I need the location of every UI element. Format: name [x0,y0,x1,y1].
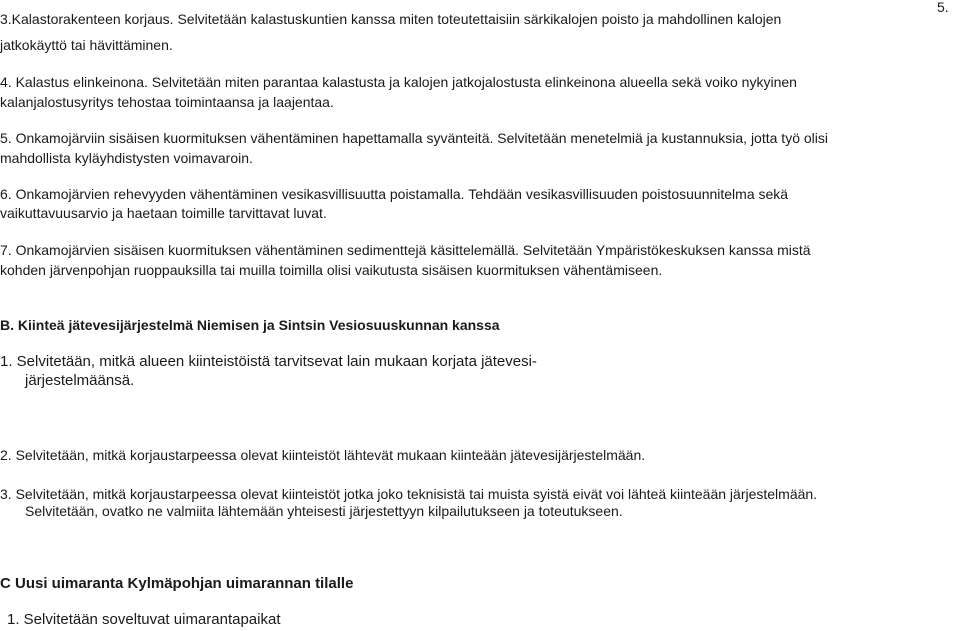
section-c-item-1: 1. Selvitetään soveltuvat uimarantapaikat [7,611,281,628]
item-3-line-1: 3.Kalastorakenteen korjaus. Selvitetään kalastuskuntien kanssa miten toteutettaisiin särkikalojen poisto ja mahdollinen kalojen [0,11,782,27]
item-3-line-2: jatkokäyttö tai hävittäminen. [0,37,173,53]
item-5-line-2: mahdollista kyläyhdistysten voimavaroin. [0,150,253,166]
item-6-line-1: 6. Onkamojärvien rehevyyden vähentäminen vesikasvillisuutta poistamalla. Tehdään vesikasvillisuuden poistosuunnitelma sekä [0,186,789,202]
item-7-line-2: kohden järvenpohjan ruoppauksilla tai muilla toimilla olisi vaikutusta sisäisen kuormituksen vähentämiseen. [0,262,663,278]
item-5-line-1: 5. Onkamojärviin sisäisen kuormituksen vähentäminen hapettamalla syvänteitä. Selvitetään menetelmiä ja kustannuksia, jotta työ olisi [0,130,828,146]
section-b-item-3-line-1: 3. Selvitetään, mitkä korjaustarpeessa olevat kiinteistöt jotka joko teknisistä tai muista syistä eivät voi lähteä kiinteään järjestelmään. [0,486,818,502]
section-b-item-1-line-1: 1. Selvitetään, mitkä alueen kiinteistöistä tarvitsevat lain mukaan korjata jätevesi- [0,353,537,370]
section-b-item-3-line-2: Selvitetään, ovatko ne valmiita lähtemään yhteisesti järjestettyyn kilpailutukseen ja toteutukseen. [25,503,623,519]
section-c-heading: C Uusi uimaranta Kylmäpohjan uimarannan tilalle [0,575,354,592]
section-b-item-2: 2. Selvitetään, mitkä korjaustarpeessa olevat kiinteistöt lähtevät mukaan kiinteään jätevesijärjestelmään. [0,447,646,463]
item-6-line-2: vaikuttavuusarvio ja haetaan toimille tarvittavat luvat. [0,205,327,221]
section-b-heading: B. Kiinteä jätevesijärjestelmä Niemisen ja Sintsin Vesiosuuskunnan kanssa [0,317,500,333]
section-b-item-1-line-2: järjestelmäänsä. [25,372,135,389]
item-4-line-2: kalanjalostusyritys tehostaa toimintaansa ja laajentaa. [0,94,334,110]
item-4-line-1: 4. Kalastus elinkeinona. Selvitetään miten parantaa kalastusta ja kalojen jatkojalostusta elinkeinona alueella sekä voiko nykyinen [0,74,797,90]
page-number: 5. [937,0,949,15]
item-7-line-1: 7. Onkamojärvien sisäisen kuormituksen vähentäminen sedimenttejä käsittelemällä. Selvitetään Ympäristökeskuksen kanssa mistä [0,242,811,258]
